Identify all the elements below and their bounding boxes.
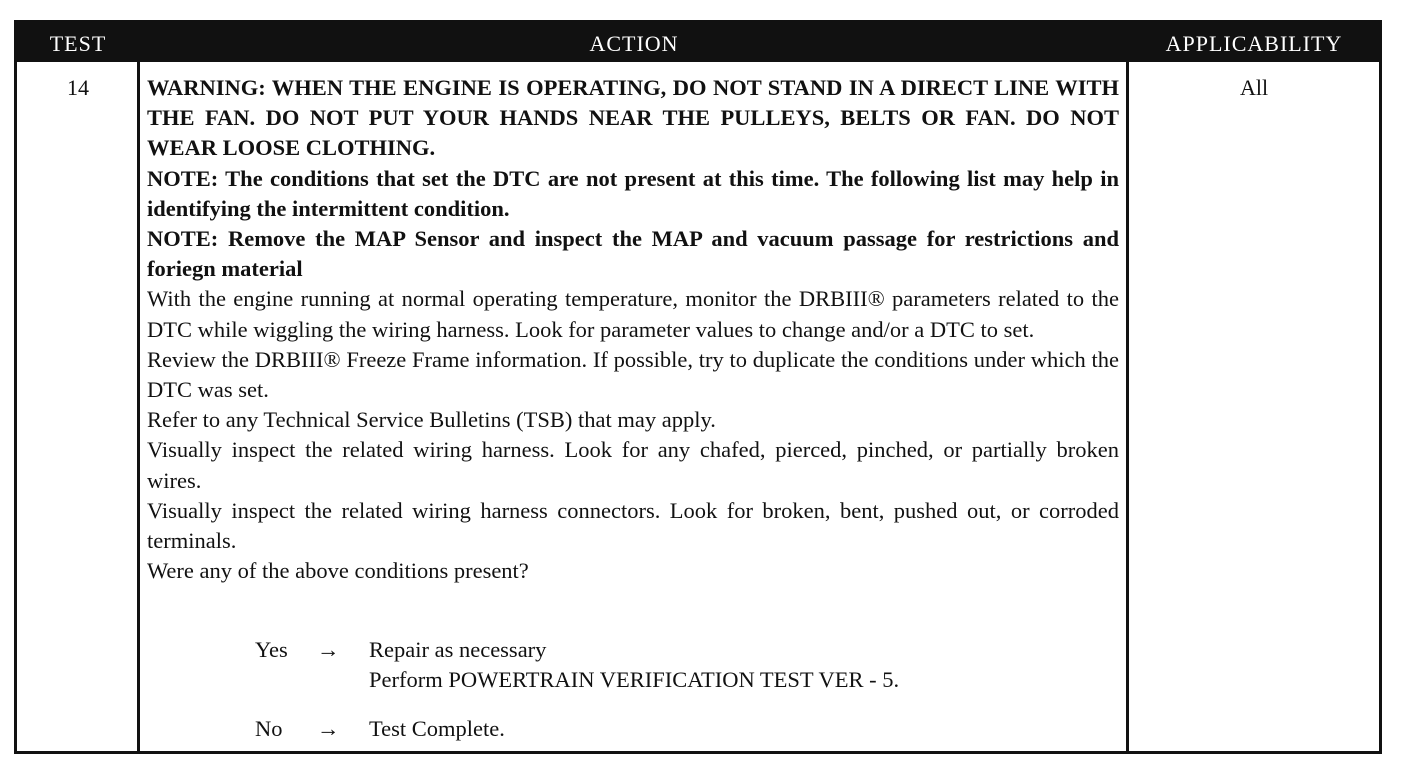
result-no-text: Test Complete. [369, 716, 505, 741]
applicability-value: All [1239, 75, 1269, 100]
column-divider-test-action [137, 62, 140, 751]
table-header [17, 23, 1379, 62]
column-divider-action-applicability [1126, 62, 1129, 751]
diagnostic-test-table [14, 20, 1382, 754]
note-map-sensor: NOTE: Remove the MAP Sensor and inspect the MAP and vacuum passage for restrictions and foriegn material [147, 226, 1119, 282]
right-arrow-icon: → [317, 637, 340, 662]
step-inspect-harness: Visually inspect the related wiring harness. Look for any chafed, pierced, pinched, or partially broken wires. [147, 437, 1119, 493]
result-yes-line2: Perform POWERTRAIN VERIFICATION TEST VER - 5. [369, 667, 900, 692]
step-tsb: Refer to any Technical Service Bulletins (TSB) that may apply. [147, 407, 716, 433]
action-cell [147, 73, 1119, 586]
result-no-label: No [255, 716, 283, 741]
step-monitor-parameters: With the engine running at normal operating temperature, monitor the DRBIII® parameters related to the DTC while wiggling the wiring harness. Look for parameter values to change and/or a DTC to set. [147, 286, 1119, 342]
result-yes-text [369, 635, 899, 695]
result-yes-line1: Repair as necessary [369, 637, 547, 662]
step-inspect-connectors: Visually inspect the related wiring harness connectors. Look for broken, bent, pushed out, or corroded terminals. [147, 497, 1119, 554]
header-action: ACTION [589, 31, 679, 56]
step-freeze-frame: Review the DRBIII® Freeze Frame information. If possible, try to duplicate the conditions under which the DTC was set. [147, 346, 1119, 403]
note-intermittent: NOTE: The conditions that set the DTC are not present at this time. The following list may help in identifying the intermittent condition. [147, 165, 1119, 221]
header-applicability: APPLICABILITY [1165, 31, 1343, 56]
header-test: TEST [49, 31, 107, 56]
question-text: Were any of the above conditions present? [147, 558, 529, 584]
result-yes-label: Yes [255, 637, 288, 662]
right-arrow-icon: → [317, 716, 340, 741]
warning-text: WARNING: WHEN THE ENGINE IS OPERATING, DO NOT STAND IN A DIRECT LINE WITH THE FAN. DO NOT PUT YOUR HANDS NEAR THE PULLEYS, BELTS OR FAN. DO NOT WEAR LOOSE CLOTHING. [147, 75, 1119, 161]
test-number: 14 [67, 75, 89, 100]
